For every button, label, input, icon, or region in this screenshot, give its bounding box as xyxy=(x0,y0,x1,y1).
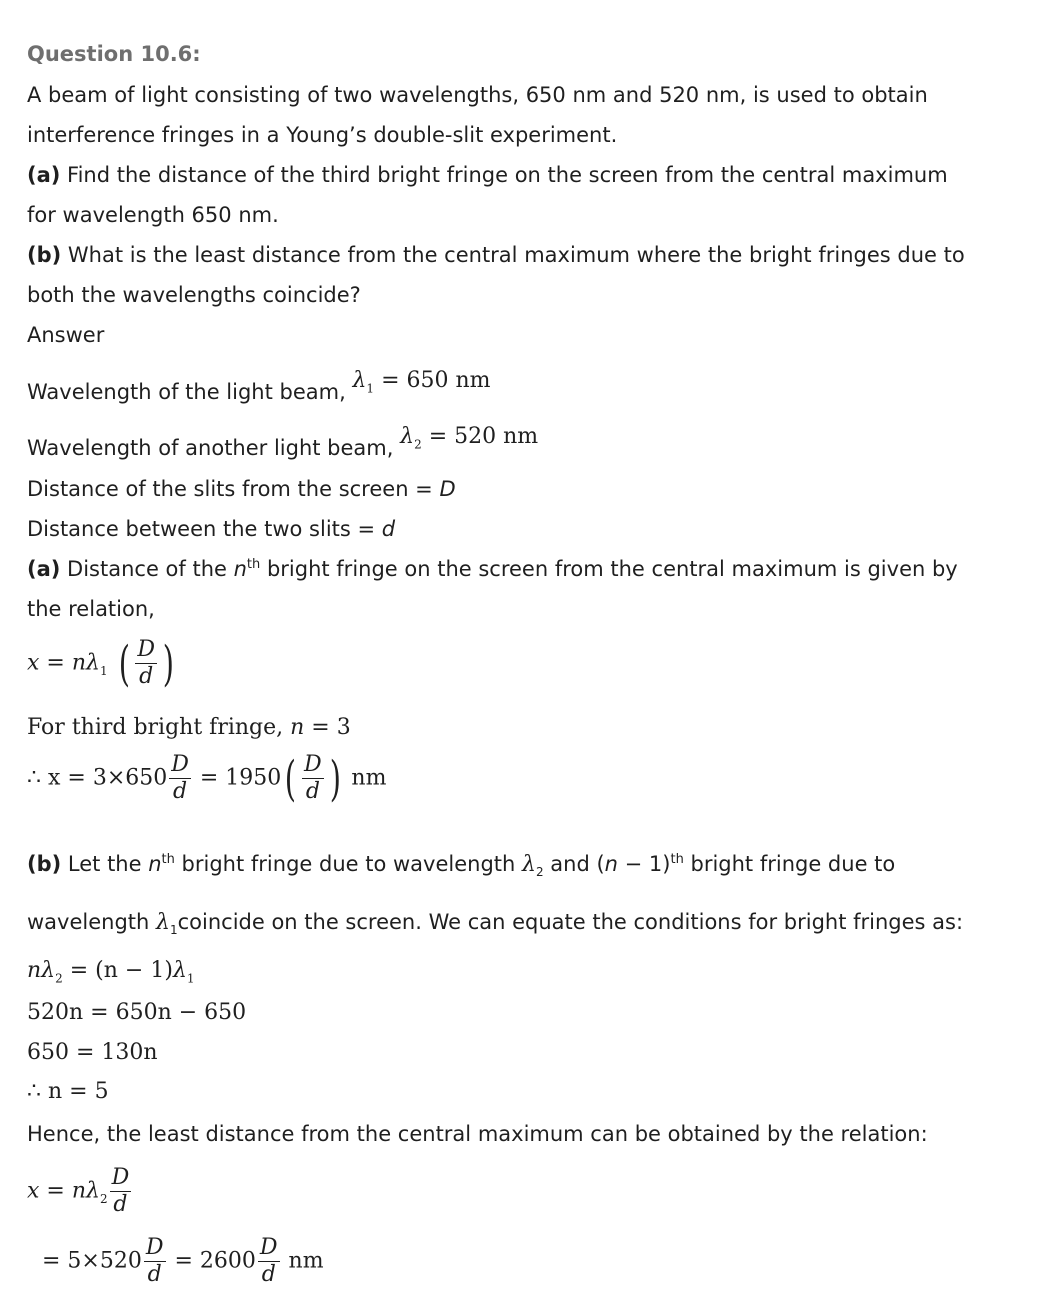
part-b-label: (b) xyxy=(27,243,62,267)
question-part-b xyxy=(27,243,965,267)
question-title: Question 10.6: xyxy=(27,42,201,66)
answer-part-a: (a) Distance of the $n^{th}$ bright fringe on the screen from the central maximum is given by xyxy=(27,557,958,581)
part-a-label: (a) xyxy=(27,163,61,187)
hence-statement: Hence, the least distance from the central maximum can be obtained by the relation: xyxy=(27,1122,928,1146)
lambda1-equation: $\lambda_1 = 650$ nm xyxy=(352,368,491,396)
answer-part-a-line-2: the relation, xyxy=(27,597,155,621)
given-slit-distance: Distance between the two slits = d xyxy=(27,517,396,541)
equation-step-3: ∴ n = 5 xyxy=(27,1079,109,1104)
part-b-text: What is the least distance from the central maximum where the bright fringes due to xyxy=(61,243,965,267)
least-distance-formula: $x = n\lambda_2$ $\frac{D}{d}$ xyxy=(27,1165,130,1217)
coincidence-equation: $n\lambda_2 = (n - 1)\lambda_1$ xyxy=(27,958,195,986)
equation-step-1: 520n = 650n − 650 xyxy=(27,1000,247,1025)
given-wavelength-2: Wavelength of another light beam, $\lambda_2 = 520$ nm xyxy=(27,424,539,460)
question-text-line-2: interference fringes in a Young’s double-slit experiment. xyxy=(27,123,618,147)
question-text-line-1: A beam of light consisting of two wavelengths, 650 nm and 520 nm, is used to obtain xyxy=(27,83,928,107)
question-part-a-line-2: for wavelength 650 nm. xyxy=(27,203,279,227)
answer-part-b-line-2: wavelength $\lambda_1coincide$ on the screen. We can equate the conditions for bright fringes as: xyxy=(27,910,964,938)
part-a-text: Find the distance of the third bright fringe on the screen from the central maximum xyxy=(60,163,948,187)
question-part-a xyxy=(27,163,948,187)
answer-heading: Answer xyxy=(27,323,105,347)
answer-part-b: (b) Let the $n^{th}$ bright fringe due to wavelength $\lambda_2$ and $(n - 1)^{th}$ bright fringe due to xyxy=(27,852,896,880)
third-fringe-condition: For third bright fringe, n = 3 xyxy=(27,715,351,740)
given-screen-distance: Distance of the slits from the screen = D xyxy=(27,477,456,501)
equation-step-2: 650 = 130n xyxy=(27,1040,158,1065)
fringe-position-formula: $x = n\lambda_1$ ( $\frac{D}{d}$ ) xyxy=(27,635,174,692)
lambda2-equation: $\lambda_2 = 520$ nm xyxy=(400,424,539,452)
least-distance-result: = 5×520 $\frac{D}{d}$ = 2600 $\frac{D}{d}$ nm xyxy=(42,1235,324,1287)
question-part-b-line-2: both the wavelengths coincide? xyxy=(27,283,361,307)
given-wavelength-1: Wavelength of the light beam, $\lambda_1 = 650$ nm xyxy=(27,368,491,404)
third-fringe-result: ∴ x = 3×650 $\frac{D}{d}$ = 1950( $\frac{D}{d}$ ) nm xyxy=(27,750,387,807)
